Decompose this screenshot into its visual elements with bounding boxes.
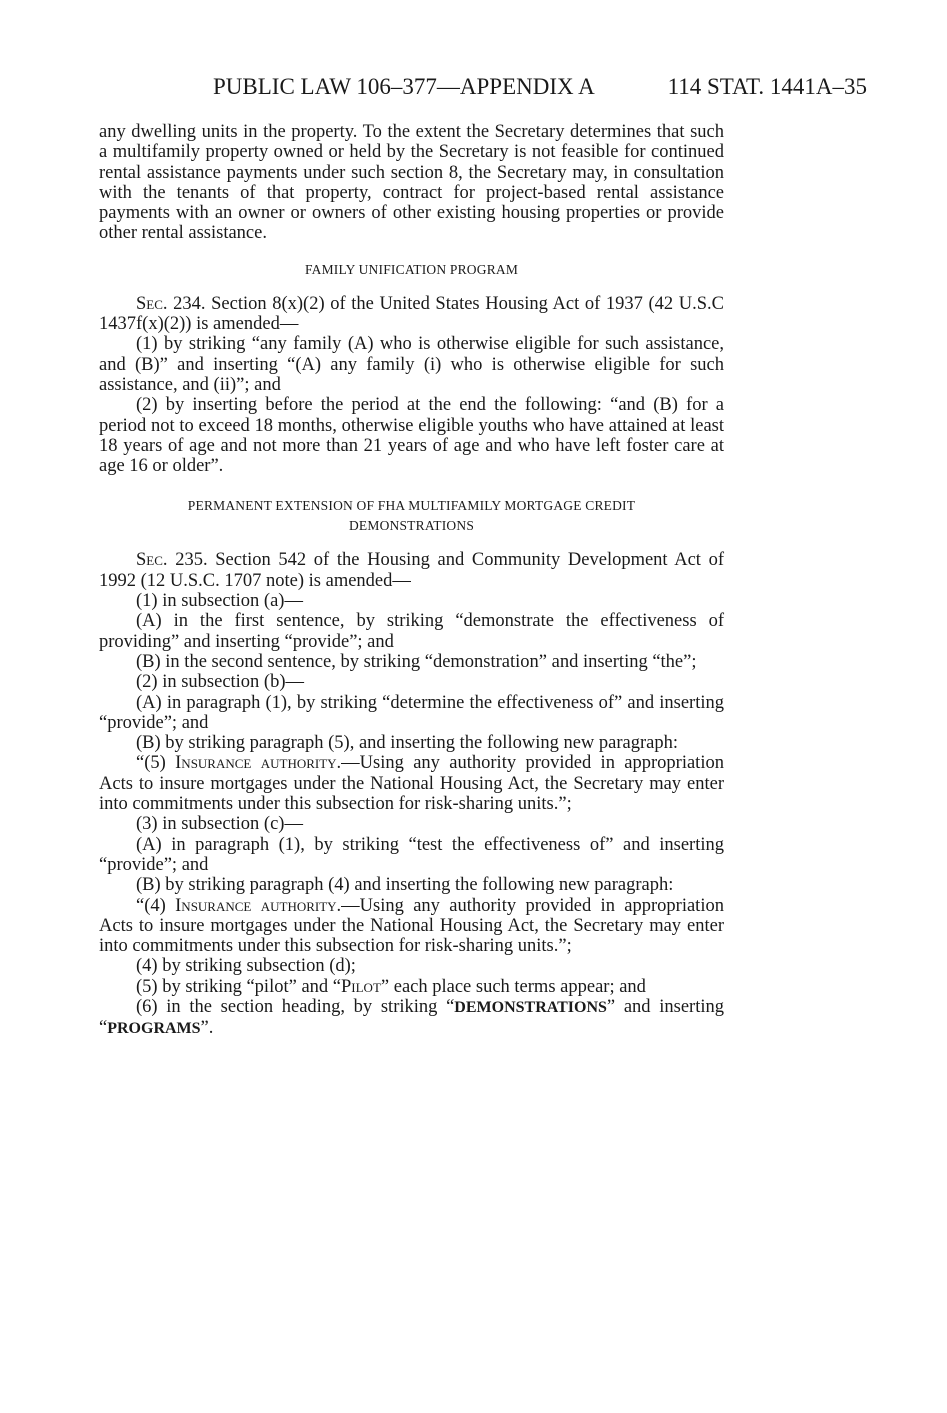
section-235-heading-line-1: PERMANENT EXTENSION OF FHA MULTIFAMILY MORTGAGE CREDIT <box>187 498 636 514</box>
section-label: Sec. <box>136 293 168 314</box>
section-234-item-2: (2) by inserting before the period at the end the following: “and (B) for a period not to exceed 18 months, otherwise eligible youths who have attained at least 18 years of age and not more than 21 years of age and who have left foster care at age 16 or older”. <box>99 395 724 477</box>
page-header <box>213 72 867 102</box>
section-235-lead-text: 235. Section 542 of the Housing and Community Development Act of 1992 (12 U.S.C. 1707 note) is amended— <box>99 550 724 591</box>
section-235-lead <box>99 550 724 591</box>
amendment-6-text-end: ”. <box>200 1018 214 1039</box>
header-stat-citation: 114 STAT. 1441A–35 <box>667 74 867 99</box>
amendment-2-a: (A) in paragraph (1), by striking “determine the effectiveness of” and inserting “provide”; and <box>99 692 724 733</box>
amendment-1-b: (B) in the second sentence, by striking “demonstration” and inserting “the”; <box>136 651 697 672</box>
amendment-2-b: (B) by striking paragraph (5), and inserting the following new paragraph: <box>136 733 679 754</box>
amendment-3: (3) in subsection (c)— <box>136 814 303 835</box>
quoted-paragraph-4-title: Insurance authority <box>175 895 337 916</box>
quoted-paragraph-4 <box>99 896 724 957</box>
amendment-2: (2) in subsection (b)— <box>136 672 305 693</box>
amendment-6-text-middle: ” and inserting “ <box>99 996 724 1039</box>
amendment-1-a: (A) in the first sentence, by striking “demonstrate the effectiveness of providing” and inserting “provide”; and <box>99 611 724 652</box>
amendment-5 <box>99 977 724 997</box>
amendment-3-a: (A) in paragraph (1), by striking “test the effectiveness of” and inserting “provide”; and <box>99 834 724 875</box>
amendment-5-text-end: ” each place such terms appear; and <box>380 976 646 997</box>
section-235-heading-line-2: DEMONSTRATIONS <box>348 518 475 534</box>
section-234-lead <box>99 294 724 335</box>
section-label: Sec. <box>136 550 168 571</box>
section-234-item-1: (1) by striking “any family (A) who is otherwise eligible for such assistance, and (B)” and inserting “(A) any family (i) who is otherwise eligible for such assistance, and (ii)”; and <box>99 334 724 395</box>
amendment-1: (1) in subsection (a)— <box>136 591 303 612</box>
amendment-6 <box>99 997 724 1040</box>
quoted-paragraph-5 <box>99 753 724 814</box>
amendment-6-text-start: (6) in the section heading, by striking “ <box>136 996 455 1017</box>
quoted-paragraph-4-number: “(4) <box>136 895 176 916</box>
amendment-5-pilot-term: Pilot <box>341 976 381 997</box>
section-235-heading <box>99 496 724 536</box>
quoted-paragraph-5-number: “(5) <box>136 753 176 774</box>
amendment-6-inserted-term: PROGRAMS <box>107 1020 201 1038</box>
intro-paragraph: any dwelling units in the property. To the extent the Secretary determines that such a multifamily property owned or held by the Secretary is not feasible for continued rental assistance payments under such section 8, the Secretary may, in consultation with the tenants of that property, contract for project-based rental assistance payments with an owner or owners of other existing housing properties or provide other rental assistance. <box>99 122 724 244</box>
amendment-6-struck-term: DEMONSTRATIONS <box>454 998 607 1016</box>
quoted-paragraph-4-text: .—Using any authority provided in appropriation Acts to insure mortgages under the National Housing Act, the Secretary may enter into commitments under this subsection for risk-sharing units.”; <box>99 895 724 957</box>
quoted-paragraph-5-text: .—Using any authority provided in appropriation Acts to insure mortgages under the National Housing Act, the Secretary may enter into commitments under this subsection for risk-sharing units.”; <box>99 753 724 815</box>
section-234-lead-text: 234. Section 8(x)(2) of the United States Housing Act of 1937 (42 U.S.C 1437f(x)(2)) is amended— <box>99 293 724 335</box>
header-title: PUBLIC LAW 106–377—APPENDIX A <box>213 74 595 99</box>
amendment-4: (4) by striking subsection (d); <box>136 956 356 977</box>
amendment-5-text-start: (5) by striking “pilot” and “ <box>136 976 341 997</box>
amendment-3-b: (B) by striking paragraph (4) and inserting the following new paragraph: <box>136 875 674 896</box>
quoted-paragraph-5-title: Insurance authority <box>175 753 337 774</box>
document-body <box>99 122 724 1040</box>
section-234-heading: FAMILY UNIFICATION PROGRAM <box>304 261 519 277</box>
